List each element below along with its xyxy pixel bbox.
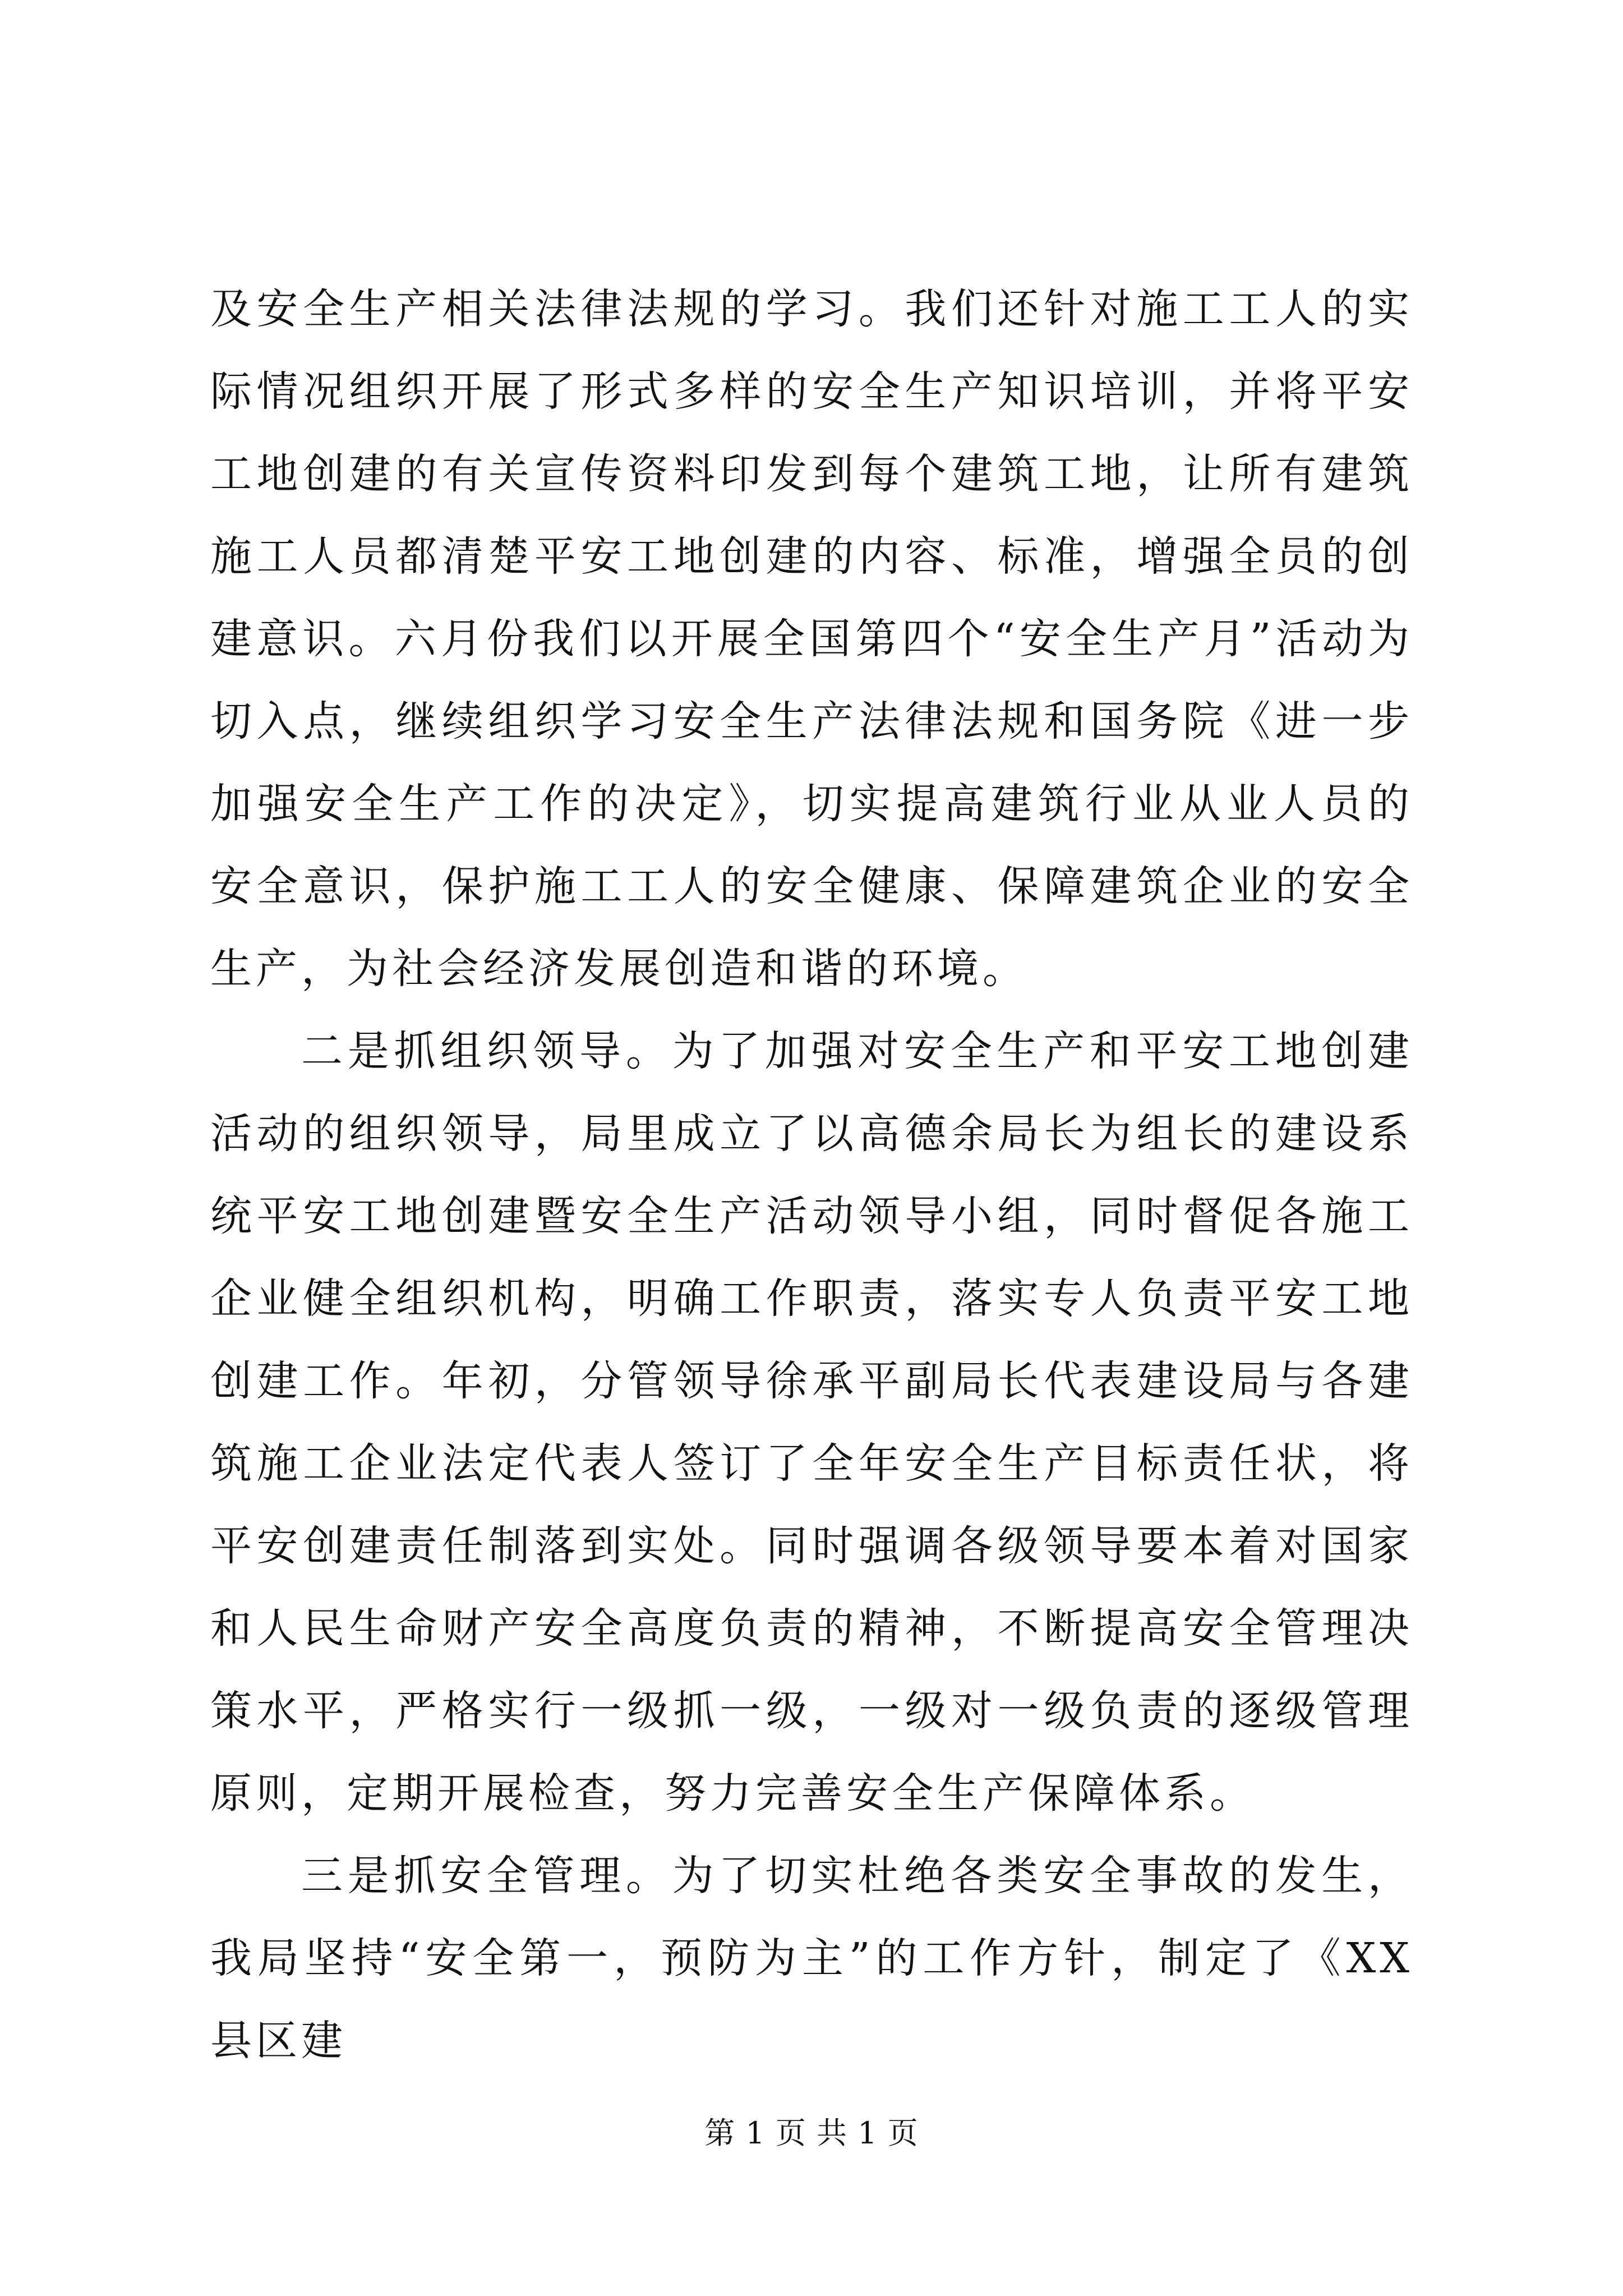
paragraph-1: 及安全生产相关法律法规的学习。我们还针对施工工人的实际情况组织开展了形式多样的安全生产知识培训，并将平安工地创建的有关宣传资料印发到每个建筑工地，让所有建筑施工人员都清楚平安工地创建的内容、标准，增强全员的创建意识。六月份我们以开展全国第四个“安全生产月”活动为切入点，继续组织学习安全生产法律法规和国务院《进一步加强安全生产工作的决定》，切实提高建筑行业从业人员的安全意识，保护施工工人的安全健康、保障建筑企业的安全生产，为社会经济发展创造和谐的环境。 bbox=[210, 285, 1413, 993]
page-footer: 第 1 页 共 1 页 bbox=[704, 2115, 919, 2151]
paragraph-2: 二是抓组织领导。为了加强对安全生产和平安工地创建活动的组织领导，局里成立了以高德余局长为组长的建设系统平安工地创建暨安全生产活动领导小组，同时督促各施工企业健全组织机构，明确工作职责，落实专人负责平安工地创建工作。年初，分管领导徐承平副局长代表建设局与各建筑施工企业法定代表人签订了全年安全生产目标责任状，将平安创建责任制落到实处。同时强调各级领导要本着对国家和人民生命财产安全高度负责的精神，不断提高安全管理决策水平，严格实行一级抓一级，一级对一级负责的逐级管理原则，定期开展检查，努力完善安全生产保障体系。 bbox=[210, 1027, 1413, 1818]
document-body bbox=[210, 268, 1413, 2082]
paragraph-3: 三是抓安全管理。为了切实杜绝各类安全事故的发生，我局坚持“安全第一，预防为主”的工作方针，制定了《XX县区建 bbox=[210, 1852, 1413, 2065]
